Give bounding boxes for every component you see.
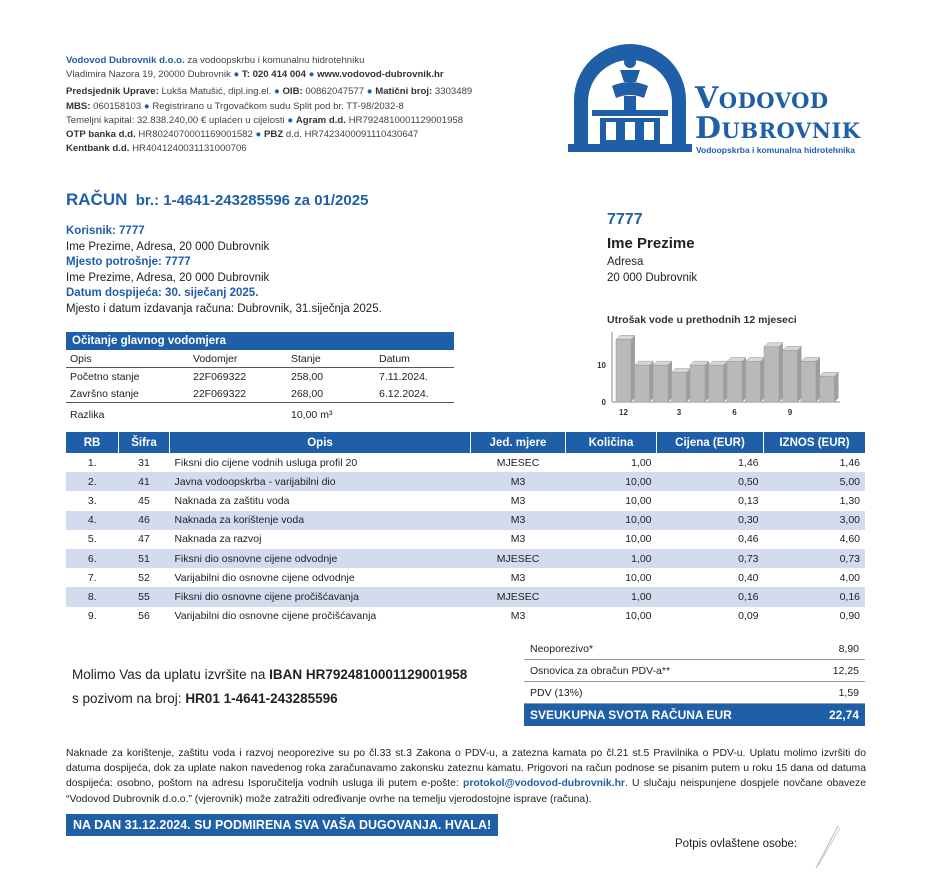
col-header: Količina [566, 432, 657, 453]
bank-otp-label: OTP banka d.d. [66, 129, 136, 141]
mbr-label: Matični broj: [375, 86, 433, 98]
brand-name-line1: Vodovod [695, 81, 829, 116]
payment-reference: HR01 1-4641-243285596 [185, 691, 338, 706]
bank-agram-iban: HR7924810001129001958 [345, 114, 464, 126]
osnovica-label: Osnovica za obračun PDV-a** [524, 660, 809, 682]
chart-bar [672, 373, 687, 402]
total-value: 22,74 [809, 704, 865, 727]
table-cell: 1,30 [839, 494, 860, 507]
meter-cell: Početno stanje [70, 370, 140, 383]
signature-mark-icon [808, 822, 848, 872]
pdv-value: 1,59 [809, 682, 865, 704]
table-cell: Naknada za zaštitu voda [174, 494, 290, 507]
col-header: Cijena (EUR) [657, 432, 764, 453]
signature-label: Potpis ovlaštene osobe: [675, 838, 798, 850]
table-cell: 8. [66, 587, 119, 606]
table-cell: 7. [87, 571, 97, 584]
chart-bar [616, 339, 631, 402]
meter-cell: 7.11.2024. [379, 370, 428, 383]
table-cell: 56 [138, 610, 150, 623]
table-cell: 1,46 [738, 456, 759, 469]
chart-x-tick: 3 [676, 408, 682, 417]
table-cell: 5. [87, 533, 97, 546]
chart-bar [690, 365, 705, 402]
registration: Registrirano u Trgovačkom sudu Split pod br. TT-98/2032-8 [149, 100, 404, 112]
chart-bar [801, 361, 816, 402]
company-info: Vodovod Dubrovnik d.o.o. za vodoopskrbu i komunalnu hidrotehniku Vladimira Nazora 19, 20000 Dubrovnik ● T: 020 414 004 ● www.vodovod-dubrovnik.hr Predsjednik Uprave: Lukša Matušić, dipl.ing.el. ● OIB: 00862047577 ● Matični broj: 3303489 MBS: 060158103 ● Registrirano u Trgovačkom sudu Split pod br. TT-98/2032-8 Temeljni kapital: 32.838.240,00 € uplaćen u cijelosti ● Agram d.d. HR7924810001129001958 OTP banka d.d. HR8024070001169001582 ● PBZ d.d. HR7423400091110430647 Kentbank d.d. HR4041240031131000706 [66, 55, 473, 155]
bank-kent-label: Kentbank d.d. [66, 143, 130, 155]
table-cell: 0,50 [657, 472, 764, 491]
bank-kent-iban: HR4041240031131000706 [129, 143, 247, 155]
table-cell: 0,13 [738, 494, 759, 507]
table-cell: Fiksni dio osnovne cijene pročišćavanja [170, 587, 471, 606]
table-cell: 1,46 [839, 456, 860, 469]
meter-diff-label: Razlika [70, 408, 105, 421]
customer-city: 20 000 Dubrovnik [607, 272, 698, 284]
table-cell: Naknada za razvoj [174, 533, 262, 546]
col-header: Šifra [119, 432, 170, 453]
table-cell: 10,00 [625, 533, 652, 546]
table-row [66, 530, 865, 549]
table-cell: 1,00 [631, 456, 652, 469]
meter-cell: 258,00 [291, 370, 324, 383]
meter-cell: Završno stanje [66, 385, 189, 403]
debt-status-banner: NA DAN 31.12.2024. SU PODMIRENA SVA VAŠA DUGOVANJA. HVALA! [66, 814, 498, 836]
company-address: Vladimira Nazora 19, 20000 Dubrovnik [66, 69, 231, 81]
table-cell: 1. [87, 456, 97, 469]
table-cell: 0,73 [657, 549, 764, 568]
chart-bar [709, 365, 724, 402]
chart-y-tick: 0 [601, 398, 606, 407]
vodovod-logo-icon [568, 42, 693, 154]
col-header: RB [66, 432, 119, 453]
chart-x-tick: 6 [732, 408, 737, 417]
chart-bar [653, 365, 668, 402]
oib-label: OIB: [282, 86, 303, 98]
chart-title: Utrošak vode u prethodnih 12 mjeseci [607, 314, 797, 326]
bank-agram-label: Agram d.d. [295, 114, 346, 126]
director: Lukša Matušić, dipl.ing.el. [158, 86, 272, 98]
company-desc: za vodoopskrbu i komunalnu hidrotehniku [184, 55, 365, 66]
payment-iban: IBAN HR7924810001129001958 [269, 667, 468, 682]
oib: 00862047577 [302, 86, 365, 98]
table-row [66, 607, 865, 626]
mbs-label: MBS: [66, 100, 91, 112]
mjesto-label: Mjesto potrošnje: 7777 [66, 256, 191, 268]
table-cell: 10,00 [566, 472, 657, 491]
chart-bar [783, 350, 798, 402]
mjesto-value: Ime Prezime, Adresa, 20 000 Dubrovnik [66, 271, 270, 284]
email-link[interactable]: protokol@vodovod-dubrovnik.hr [463, 778, 625, 790]
due-date: Datum dospijeća: 30. siječanj 2025. [66, 287, 259, 299]
neoporezivo-label: Neoporezivo* [524, 638, 809, 660]
table-cell: Fiksni dio cijene vodnih usluga profil 20 [174, 456, 358, 469]
table-cell: 0,16 [764, 587, 866, 606]
table-cell: 51 [119, 549, 170, 568]
table-cell: Fiksni dio osnovne cijene odvodnje [170, 549, 471, 568]
legal-note [66, 746, 866, 807]
brand-tagline: Vodoopskrba i komunalna hidrotehnika [696, 145, 856, 155]
consumption-chart [590, 328, 840, 422]
table-cell: 3,00 [764, 511, 866, 530]
table-cell: 5,00 [764, 472, 866, 491]
note-text: Naknade za korištenje, zaštitu voda i razvoj neoporezive su po čl.33 st.3 Zakona o PDV-u, a zatezna kamata po čl.21 st.5 Pravilnika o PDV-u. Uplatu molimo izvršiti do datuma dospijeća, dok za uplate nakon navedenog roka zaračunavamo zakonsku zateznu kamatu. Prigovori na račun podnose se pisanim putem u roku 15 dana od datuma dospijeća: osobno, poštom na adresu Isporučitelja vodnih usluga ili putem e-pošte: [66, 748, 866, 790]
table-cell: 0,40 [738, 571, 759, 584]
table-cell: MJESEC [496, 456, 540, 469]
meter-cell: 6.12.2024. [375, 385, 454, 403]
table-cell: 0,90 [839, 610, 860, 623]
note-text: . U slučaju neispunjene dospjele novčane obaveze “Vodovod Dubrovnik d.o.o.” (vjerovnik) može zatražiti određivanje ovrhe na temelju vjerodostojne isprave (računa). [66, 778, 867, 805]
meter-cell: 22F069322 [193, 370, 247, 383]
chart-y-tick: 10 [597, 361, 606, 371]
table-cell: Naknada za korištenje voda [170, 511, 471, 530]
customer-block [607, 212, 697, 286]
table-cell: 10,00 [625, 494, 652, 507]
table-cell: 3. [87, 494, 97, 507]
meter-title: Očitanje glavnog vodomjera [66, 332, 454, 350]
chart-x-tick: 12 [619, 408, 628, 417]
table-cell: M3 [510, 494, 526, 507]
col-header: Opis [170, 432, 471, 453]
table-cell: 0,30 [657, 511, 764, 530]
company-name: Vodovod Dubrovnik d.o.o. [66, 55, 185, 66]
table-cell: 1,00 [566, 587, 657, 606]
customer-address: Adresa [607, 256, 644, 268]
col-header: Jed. mjere [471, 432, 566, 453]
table-row [66, 511, 865, 530]
col-header: IZNOS (EUR) [764, 432, 866, 453]
mbs: 060158103 [90, 100, 142, 112]
payment-line2: s pozivom na broj: [72, 691, 186, 706]
invoice-title [66, 190, 368, 210]
meter-header: Opis [66, 350, 189, 368]
items-table [66, 432, 865, 626]
osnovica-value: 12,25 [809, 660, 865, 682]
chart-bar [746, 361, 761, 402]
table-cell: M3 [510, 533, 526, 546]
issue-place-date: Mjesto i datum izdavanja računa: Dubrovnik, 31.siječnja 2025. [66, 302, 382, 315]
neoporezivo-value: 8,90 [809, 638, 865, 660]
company-tel: T: 020 414 004 [241, 69, 306, 81]
table-cell: 10,00 [566, 511, 657, 530]
table-cell: 47 [138, 533, 150, 546]
chart-bar [820, 376, 835, 402]
table-cell: M3 [471, 511, 566, 530]
meter-header: Vodomjer [189, 350, 287, 368]
bank-otp-iban: HR8024070001169001582 [135, 129, 253, 141]
invoice-label: RAČUN [66, 190, 128, 209]
table-cell: 10,00 [625, 571, 652, 584]
table-cell: 46 [119, 511, 170, 530]
korisnik-label: Korisnik: 7777 [66, 225, 145, 237]
table-row [66, 491, 865, 510]
meter-reading-table [66, 332, 454, 423]
table-cell: 45 [138, 494, 150, 507]
meter-cell: 268,00 [287, 385, 375, 403]
chart-x-tick: 9 [787, 408, 793, 417]
table-cell: 4,60 [839, 533, 860, 546]
bank-pbz-iban: d.d. HR7423400091110430647 [283, 129, 419, 141]
director-label: Predsjednik Uprave: [66, 86, 159, 98]
table-cell: M3 [471, 472, 566, 491]
invoice-number: br.: 1-4641-243285596 za 01/2025 [135, 192, 369, 209]
table-cell: 1,00 [566, 549, 657, 568]
table-row [66, 549, 865, 568]
brand-name-line2: Dubrovnik [695, 111, 861, 146]
meter-header: Datum [375, 350, 454, 368]
meter-header: Stanje [287, 350, 375, 368]
table-cell: 4. [66, 511, 119, 530]
table-cell: 0,09 [738, 610, 759, 623]
table-cell: 31 [138, 456, 150, 469]
total-label: SVEUKUPNA SVOTA RAČUNA EUR [524, 704, 809, 727]
table-cell: 6. [66, 549, 119, 568]
table-cell: M3 [510, 610, 526, 623]
mbr: 3303489 [432, 86, 473, 98]
pdv-label: PDV (13%) [524, 682, 809, 704]
table-cell: 9. [87, 610, 97, 623]
customer-number: 7777 [607, 211, 643, 228]
payment-instructions [72, 663, 467, 711]
table-row [66, 568, 865, 587]
table-row [66, 453, 865, 472]
company-web-link[interactable]: www.vodovod-dubrovnik.hr [317, 69, 444, 81]
table-cell: 0,16 [657, 587, 764, 606]
table-cell: 4,00 [839, 571, 860, 584]
table-cell: 0,73 [764, 549, 866, 568]
meter-diff-value: 10,00 m³ [291, 408, 333, 421]
bank-pbz-label: PBZ [264, 129, 284, 141]
table-cell: 55 [119, 587, 170, 606]
customer-name: Ime Prezime [607, 235, 695, 252]
table-cell: 41 [119, 472, 170, 491]
payment-line1: Molimo Vas da uplatu izvršite na [72, 667, 270, 682]
table-row [66, 472, 865, 491]
table-row [66, 587, 865, 606]
invoice-info [66, 224, 486, 317]
chart-bar [764, 347, 779, 402]
table-cell: Varijabilni dio osnovne cijene pročišćavanja [174, 610, 377, 623]
capital: Temeljni kapital: 32.838.240,00 € uplaćen u cijelosti [66, 114, 285, 126]
table-cell: Varijabilni dio osnovne cijene odvodnje [174, 571, 355, 584]
totals-table [524, 638, 865, 726]
table-cell: 0,46 [738, 533, 759, 546]
meter-cell: 22F069322 [189, 385, 287, 403]
chart-bar-side [835, 372, 839, 402]
table-cell: MJESEC [471, 587, 566, 606]
table-cell: 52 [138, 571, 150, 584]
table-cell: 10,00 [625, 610, 652, 623]
table-cell: MJESEC [471, 549, 566, 568]
chart-bar [635, 365, 650, 402]
table-cell: M3 [510, 571, 526, 584]
table-cell: Javna vodoopskrba - varijabilni dio [170, 472, 471, 491]
table-cell: 2. [66, 472, 119, 491]
chart-bar [727, 361, 742, 402]
korisnik-value: Ime Prezime, Adresa, 20 000 Dubrovnik [66, 240, 270, 253]
